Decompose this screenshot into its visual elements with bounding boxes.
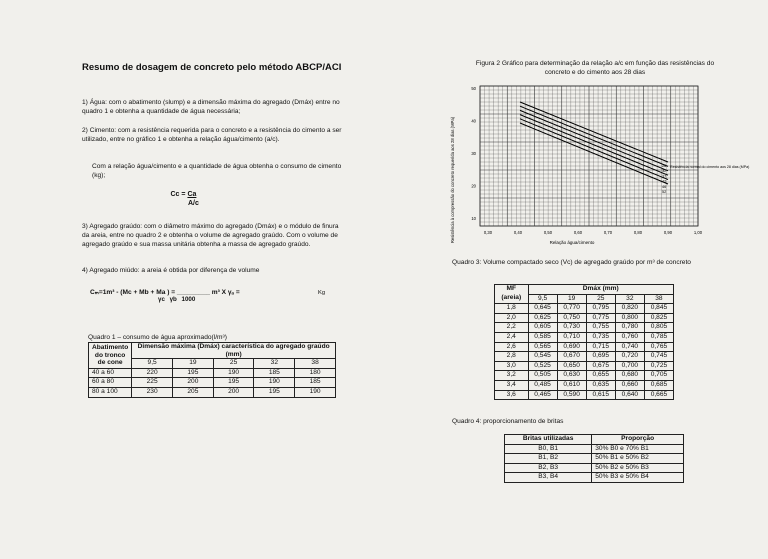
figura2-y-tick: 50 <box>471 86 476 91</box>
figura2-legend-item: 52 <box>662 190 667 194</box>
page-title: Resumo de dosagem de concreto pelo método ABCP/ACI <box>82 62 342 73</box>
table-row: 80 a 100 230 205 200 195 190 <box>89 387 336 397</box>
figura2-x-tick: 0,90 <box>663 230 673 235</box>
figura2-x-tick: 0,30 <box>483 230 493 235</box>
figura2-curve <box>520 106 668 166</box>
quadro3-header-dmax: Dmáx (mm) <box>528 285 673 295</box>
table-row: 40 a 60 220 195 190 185 180 <box>89 368 336 378</box>
figura2-x-tick: 0,70 <box>603 230 613 235</box>
quadro4-table <box>504 434 684 483</box>
figura2-x-tick: 0,60 <box>573 230 583 235</box>
quadro1-caption: Quadro 1 – consumo de água aproximado(l/m³) <box>88 334 227 341</box>
cm-formula-kg: Kg <box>318 290 326 296</box>
quadro1-header-dmax: Dimensão máxima (Dmáx) característica do agregado graúdo (mm) <box>132 343 336 359</box>
figura2-legend-item: 37 <box>662 174 667 179</box>
figura2-legend-item: 32 <box>662 169 667 174</box>
quadro1-table <box>88 342 336 398</box>
figura2-legend-item: 46 <box>662 184 667 189</box>
table-row: 1,8 0,645 0,770 0,795 0,820 0,845 <box>495 304 674 314</box>
figura2-x-tick: 0,40 <box>513 230 523 235</box>
figura2-lines <box>520 102 668 184</box>
quadro3-table: MF Dmáx (mm) (areia) 9,5 19 25 32 38 1,8 0,645 0,770 0,795 0,820 0,845 2,0 0,625 0,750 0,775 0,800 0,825 2,2 0,605 0,730 0,755 0,780 0,805 2,4 0,585 0,710 0,735 0,760 0,785 2,6 0,565 0,690 0,715 0,740 0,765 2,8 0,545 0,670 0,695 0,720 0,745 3,0 0,525 0,650 0,675 0,700 0,725 3,2 0,505 0,630 0,655 0,680 0,705 3,4 0,485 0,610 0,635 0,660 0,685 3,6 0,465 0,590 0,615 0,640 0,665 <box>494 284 674 400</box>
table-row: 2,0 0,625 0,750 0,775 0,800 0,825 <box>495 313 674 323</box>
table-row: 3,4 0,485 0,610 0,635 0,660 0,685 <box>495 380 674 390</box>
table-row: 2,4 0,585 0,710 0,735 0,760 0,785 <box>495 332 674 342</box>
quadro1-header-abatimento: Abatimento do tronco de cone <box>89 343 132 369</box>
table-row: 2,2 0,605 0,730 0,755 0,780 0,805 <box>495 323 674 333</box>
quadro3-header-areia: (areia) <box>495 294 529 304</box>
figura2-curve <box>520 119 668 180</box>
quadro1-col: 32 <box>254 359 295 369</box>
cc-formula-numerator: Ca <box>187 191 197 198</box>
quadro4-header-proporcao: Proporção <box>592 435 684 445</box>
quadro3-header-mf: MF <box>495 285 529 295</box>
table-row: 60 a 80 225 200 195 190 185 <box>89 378 336 388</box>
figura2-y-tick: 30 <box>471 151 476 156</box>
quadro1-col: 9,5 <box>132 359 173 369</box>
quadro1-col: 38 <box>295 359 336 369</box>
cc-formula-lhs: Cc = <box>170 191 186 198</box>
table-row: 3,2 0,505 0,630 0,655 0,680 0,705 <box>495 371 674 381</box>
quadro1-col: 25 <box>213 359 254 369</box>
cm-formula: Cₘ=1m³ - (Mc + Mb + Ma ) = _________ m³ X γₐ = <box>90 289 240 296</box>
table-row: B2, B3 50% B2 e 50% B3 <box>505 463 684 473</box>
table-row: 2,6 0,565 0,690 0,715 0,740 0,765 <box>495 342 674 352</box>
cm-formula-denominators: γc γb 1000 <box>158 296 196 303</box>
cc-formula <box>168 190 199 208</box>
figura2-x-axis-label: Relação água/cimento <box>549 240 595 245</box>
figura2-chart <box>448 80 750 248</box>
item-agregado-graudo: 3) Agregado graúdo: com o diâmetro máximo do agregado (Dmáx) e o módulo de finura da areia, entre no quadro 2 e obtenha o volume de agregado graúdo. Com o volume de agregado graúdo e sua massa unitária obtenha a massa de agregado graúdo. <box>82 223 339 249</box>
quadro1-col: 19 <box>173 359 214 369</box>
table-row: B1, B2 50% B1 e 50% B2 <box>505 454 684 464</box>
quadro4-caption: Quadro 4: proporcionamento de britas <box>452 418 564 425</box>
item-cimento-consumo: Com a relação água/cimento e a quantidade de água obtenha o consumo de cimento (kg); <box>92 163 342 180</box>
figura2-curve <box>520 110 668 170</box>
table-row: 3,0 0,525 0,650 0,675 0,700 0,725 <box>495 361 674 371</box>
figura2-x-tick: 0,50 <box>543 230 553 235</box>
figura2-y-tick: 20 <box>471 183 476 189</box>
figura2-y-tick: 10 <box>471 216 476 221</box>
quadro3-caption: Quadro 3: Volume compactado seco (Vc) de agregado graúdo por m³ de concreto <box>452 259 691 266</box>
table-row: B3, B4 50% B3 e 50% B4 <box>505 473 684 483</box>
figura2-legend-title: Resistência normal do cimento aos 28 dias (MPa) <box>670 165 750 169</box>
quadro4-header-britas: Britas utilizadas <box>505 435 592 445</box>
item-agregado-miudo: 4) Agregado miúdo: a areia é obtida por diferença de volume <box>82 267 260 274</box>
item-cimento: 2) Cimento: com a resistência requerida para o concreto e a resistência do cimento a ser utilizado, entre no gráfico 1 e obtenha a relação água/cimento (a/c). <box>82 127 342 144</box>
figura2-y-tick: 40 <box>471 118 476 124</box>
figura2-y-axis-label: Resistência à compressão do concreto requerida aos 28 dias (MPa) <box>450 116 455 244</box>
item-agua: 1) Água: com o abatimento (slump) e a dimensão máxima do agregado (Dmáx) entre no quadro 1 e obtenha a quantidade de água necessária; <box>82 99 340 116</box>
figura2-legend-item: 26 <box>662 164 667 168</box>
figura2-legend-item: 42 <box>662 179 667 184</box>
table-row: 2,8 0,545 0,670 0,695 0,720 0,745 <box>495 352 674 362</box>
table-row: 3,6 0,465 0,590 0,615 0,640 0,665 <box>495 390 674 400</box>
table-row: B0, B1 30% B0 e 70% B1 <box>505 444 684 454</box>
figura2-x-tick: 1,00 <box>693 230 703 235</box>
figura2-caption: Figura 2 Gráfico para determinação da relação a/c em função das resistências do concreto e do cimento aos 28 dias <box>475 60 715 76</box>
figura2-x-tick: 0,80 <box>633 230 643 235</box>
cc-formula-denominator: A/c <box>188 200 199 207</box>
figura2-grid <box>480 86 698 226</box>
